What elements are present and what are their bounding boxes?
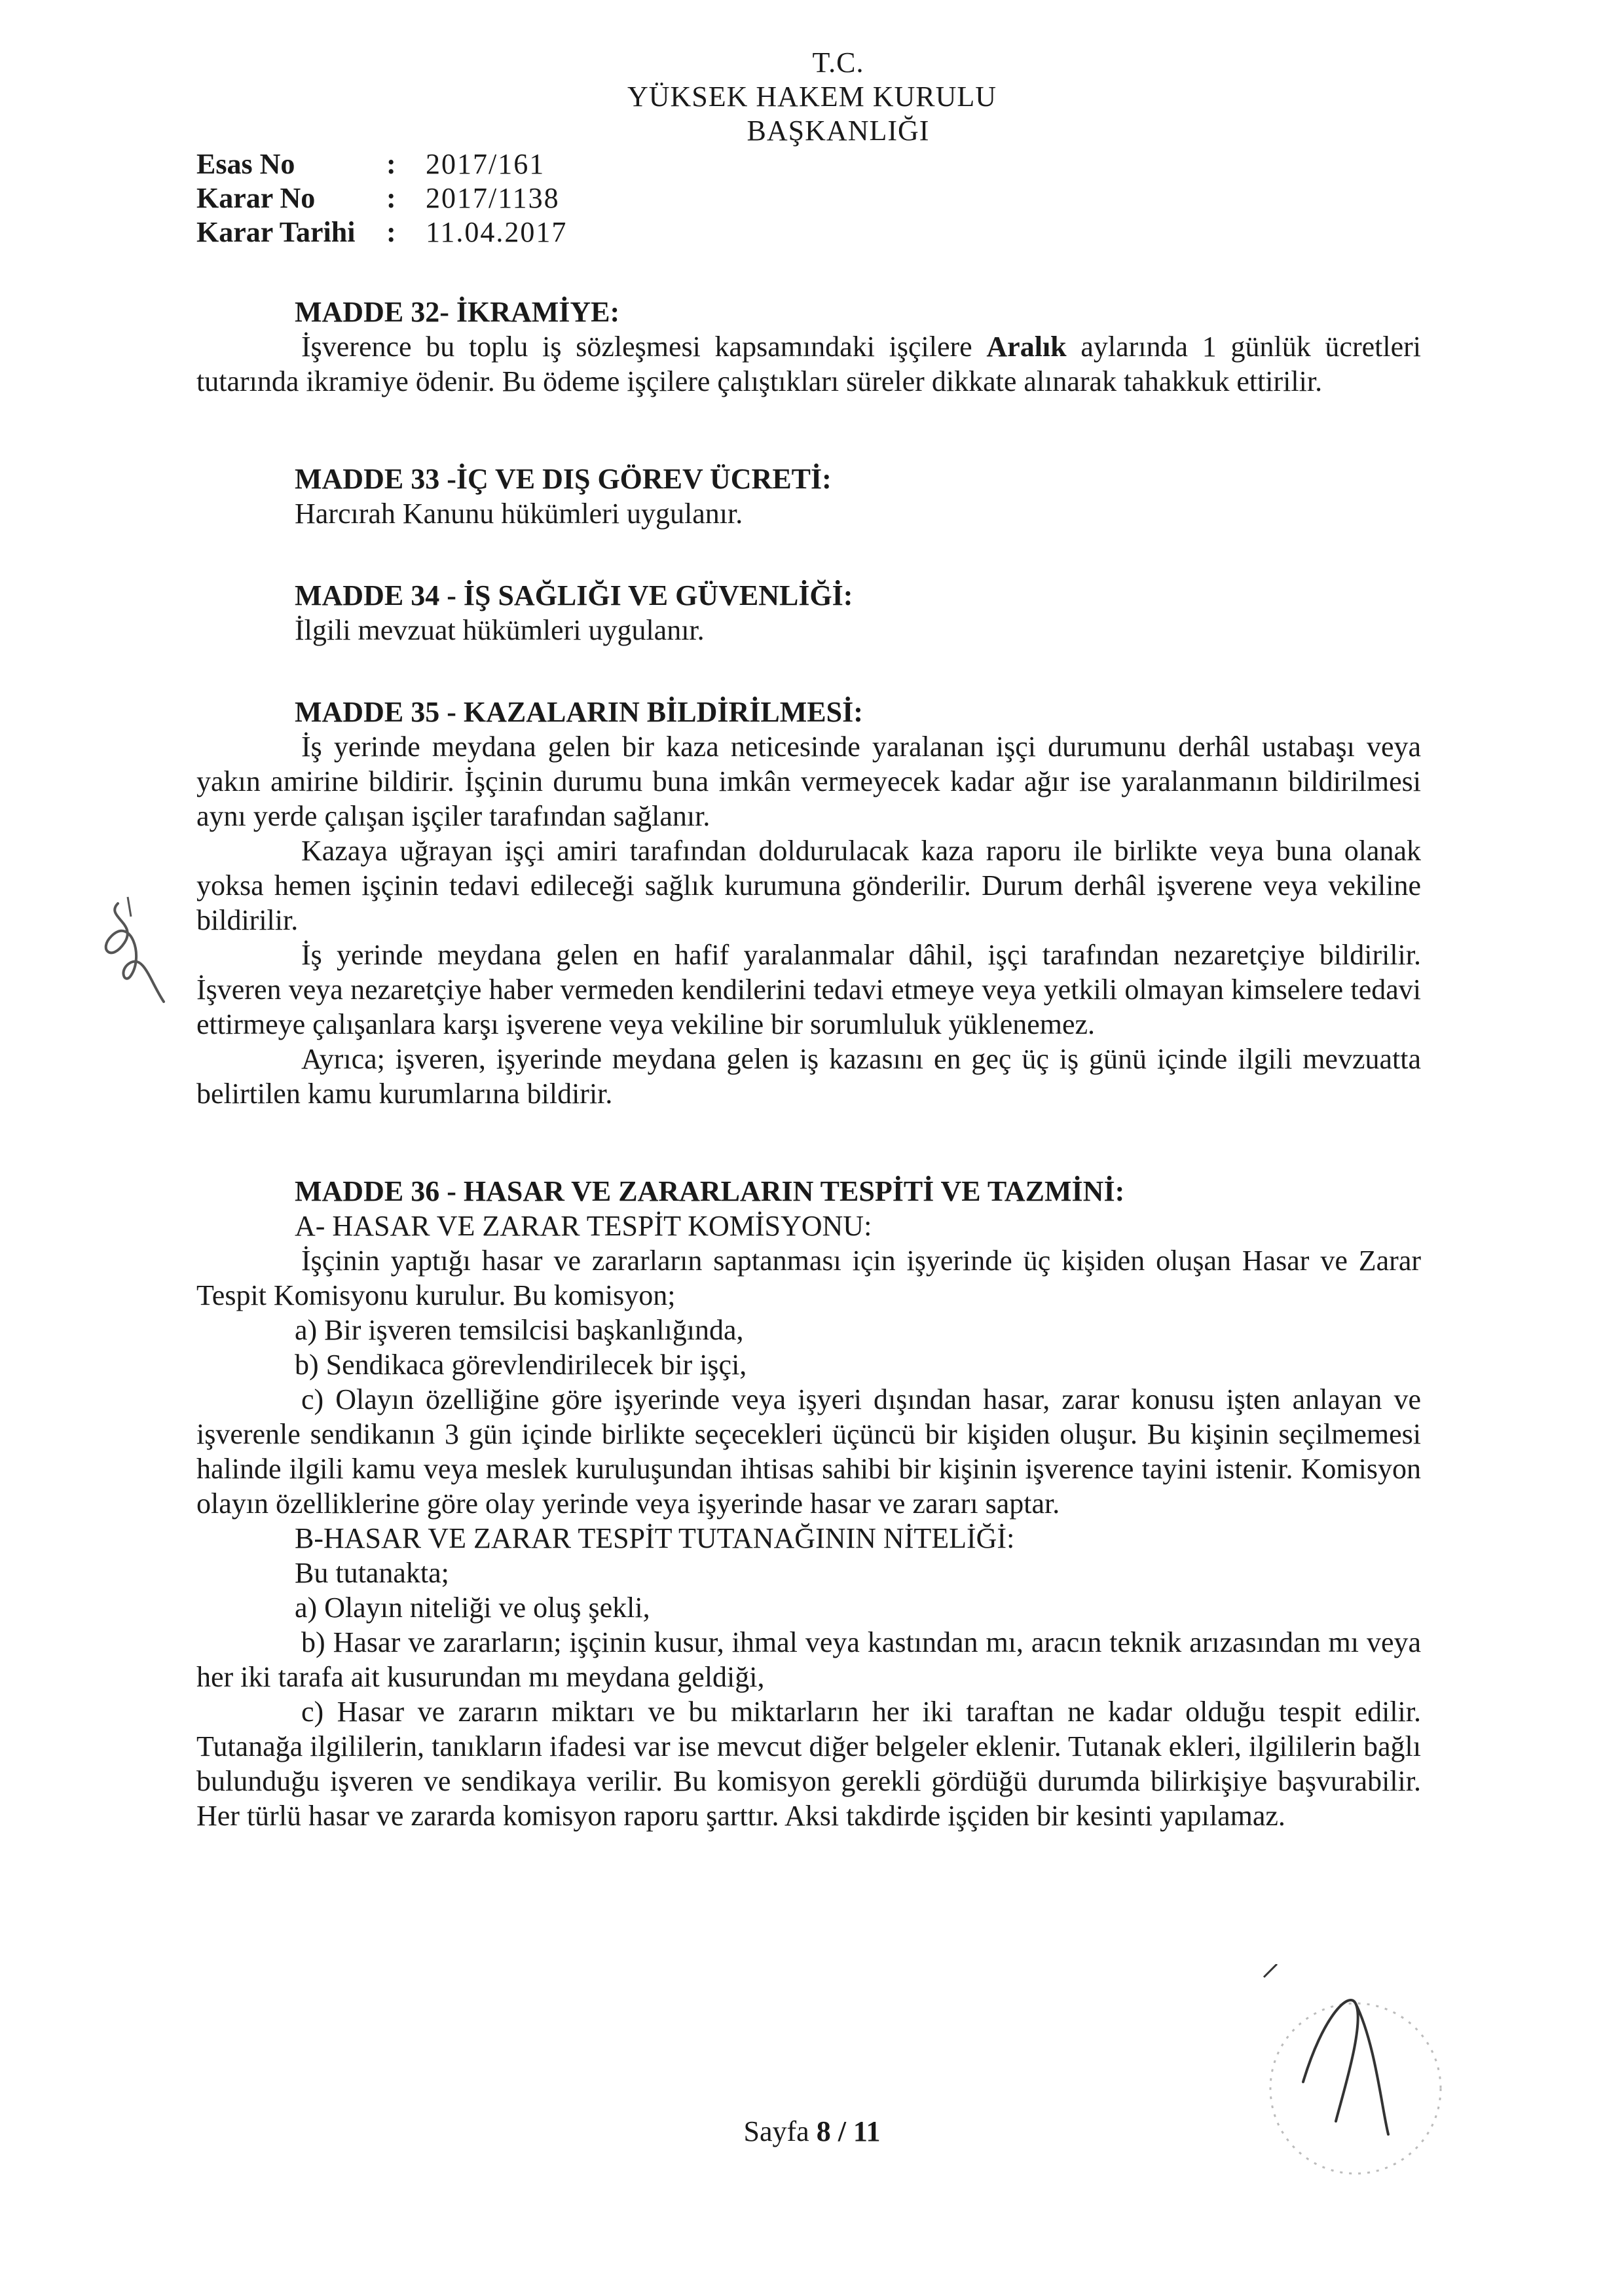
madde-33-title: MADDE 33 -İÇ VE DIŞ GÖREV ÜCRETİ: — [295, 463, 832, 495]
madde-36-b-item-b: b) Hasar ve zararların; işçinin kusur, ihmal veya kastından mı, aracın teknik arızasından mı veya her iki tarafa ait kusurundan mı meydana geldiği, — [196, 1626, 1421, 1693]
madde-36-sub-b: B-HASAR VE ZARAR TESPİT TUTANAĞININ NİTELİĞİ: — [295, 1522, 1015, 1554]
header-tc: T.C. — [812, 46, 864, 79]
meta-label: Karar No — [196, 182, 316, 214]
meta-row-tarih — [196, 215, 567, 249]
page-number: 8 / 11 — [816, 2115, 881, 2147]
header-institution: YÜKSEK HAKEM KURULU — [627, 81, 997, 113]
case-metadata — [196, 147, 567, 249]
madde-36-title: MADDE 36 - HASAR VE ZARARLARIN TESPİTİ VE TAZMİNİ: — [295, 1175, 1125, 1207]
meta-row-karar — [196, 181, 567, 215]
madde-32-text-b: aylarında 1 günlük ücretleri tutarında ikramiye ödenir. Bu ödeme işçilere çalıştıkları süreler dikkate alınarak tahakkuk ettirilir. — [196, 331, 1421, 397]
madde-36-paragraph-a: İşçinin yaptığı hasar ve zararların saptanması için işyerinde üç kişiden oluşan Hasar ve Zarar Tespit Komisyonu kurulur. Bu komisyon; — [196, 1245, 1421, 1311]
madde-36-item-a: a) Bir işveren temsilcisi başkanlığında, — [295, 1314, 744, 1346]
page-footer — [0, 2115, 1624, 2148]
madde-36-b-item-a: a) Olayın niteliği ve oluş şekli, — [295, 1592, 650, 1624]
header-presidency: BAŞKANLIĞI — [747, 115, 930, 147]
madde-36-b-item-c: c) Hasar ve zararın miktarı ve bu miktarların her iki taraftan ne kadar olduğu tespit edilir. Tutanağa ilgililerin, tanıkların ifadesi var ise mevcut diğer belgeler eklenir. Tutanak ekleri, ilgililerin bağlı bulunduğu işveren ve sendikaya verilir. Bu komisyon gerekli gördüğü durumda bilirkişiye başvurabilir. Her türlü hasar ve zararda komisyon raporu şarttır. Aksi takdirde işçiden bir kesinti yapılamaz. — [196, 1696, 1421, 1832]
madde-32-text — [196, 329, 1421, 399]
meta-colon: : — [386, 182, 396, 214]
madde-34-text: İlgili mevzuat hükümleri uygulanır. — [295, 614, 705, 646]
meta-row-esas — [196, 147, 567, 181]
meta-colon: : — [386, 216, 396, 248]
madde-35-title: MADDE 35 - KAZALARIN BİLDİRİLMESİ: — [295, 696, 863, 728]
meta-value: 2017/161 — [426, 148, 545, 180]
madde-36-item-c: c) Olayın özelliğine göre işyerinde veya işyeri dışından hasar, zarar konusu işten anlayan ve işverenle sendikanın 3 gün içinde birlikte seçecekleri üçüncü bir kişiden oluşur. Bu kişinin seçilmemesi halinde ilgili kamu veya meslek kuruluşundan ihtisas sahibi bir kişinin işverence tayini istenir. Komisyon olayın özelliklerine göre olay yerinde veya işyerinde hasar ve zararı saptar. — [196, 1383, 1421, 1520]
madde-32-text-a: İşverence bu toplu iş sözleşmesi kapsamındaki işçilere — [301, 331, 987, 363]
meta-value: 2017/1138 — [426, 182, 560, 214]
madde-36-item-b: b) Sendikaca görevlendirilecek bir işçi, — [295, 1349, 747, 1381]
meta-colon: : — [386, 148, 396, 180]
document-body — [196, 295, 1421, 1833]
meta-label: Karar Tarihi — [196, 216, 356, 248]
madde-34-title: MADDE 34 - İŞ SAĞLIĞI VE GÜVENLİĞİ: — [295, 579, 853, 611]
document-header — [0, 46, 1624, 148]
madde-36-sub-a: A- HASAR VE ZARAR TESPİT KOMİSYONU: — [295, 1210, 872, 1242]
madde-35-paragraph-2: Kazaya uğrayan işçi amiri tarafından doldurulacak kaza raporu ile birlikte veya buna olanak yoksa hemen işçinin tedavi edileceği sağlık kurumuna gönderilir. Durum derhâl işverene veya vekiline bildirilir. — [196, 835, 1421, 936]
meta-label: Esas No — [196, 148, 295, 180]
madde-33-text: Harcırah Kanunu hükümleri uygulanır. — [295, 498, 743, 530]
madde-36-b-intro: Bu tutanakta; — [295, 1557, 449, 1589]
madde-32-text-bold: Aralık — [986, 331, 1067, 363]
signature-stamp-icon — [1225, 1964, 1486, 2187]
meta-value: 11.04.2017 — [426, 216, 568, 248]
madde-35-paragraph-4: Ayrıca; işveren, işyerinde meydana gelen iş kazasını en geç üç iş günü içinde ilgili mevzuatta belirtilen kamu kurumlarına bildirir. — [196, 1043, 1421, 1110]
page-label: Sayfa — [743, 2115, 817, 2147]
madde-35-paragraph-3: İş yerinde meydana gelen en hafif yaralanmalar dâhil, işçi tarafından nezaretçiye bildirilir. İşveren veya nezaretçiye haber vermeden kendilerini tedavi etmeye veya yetkili olmayan kimselere tedavi ettirmeye çalışanlara karşı işverene veya vekiline bir sorumluluk yüklenemez. — [196, 939, 1421, 1040]
handwritten-initials-icon — [92, 890, 183, 1008]
madde-32-title: MADDE 32- İKRAMİYE: — [295, 296, 620, 328]
madde-35-paragraph-1: İş yerinde meydana gelen bir kaza neticesinde yaralanan işçi durumunu derhâl ustabaşı veya yakın amirine bildirir. İşçinin durumu buna imkân vermeyecek kadar ağır ise yaralanmanın bildirilmesi aynı yerde çalışan işçiler tarafından sağlanır. — [196, 731, 1421, 832]
